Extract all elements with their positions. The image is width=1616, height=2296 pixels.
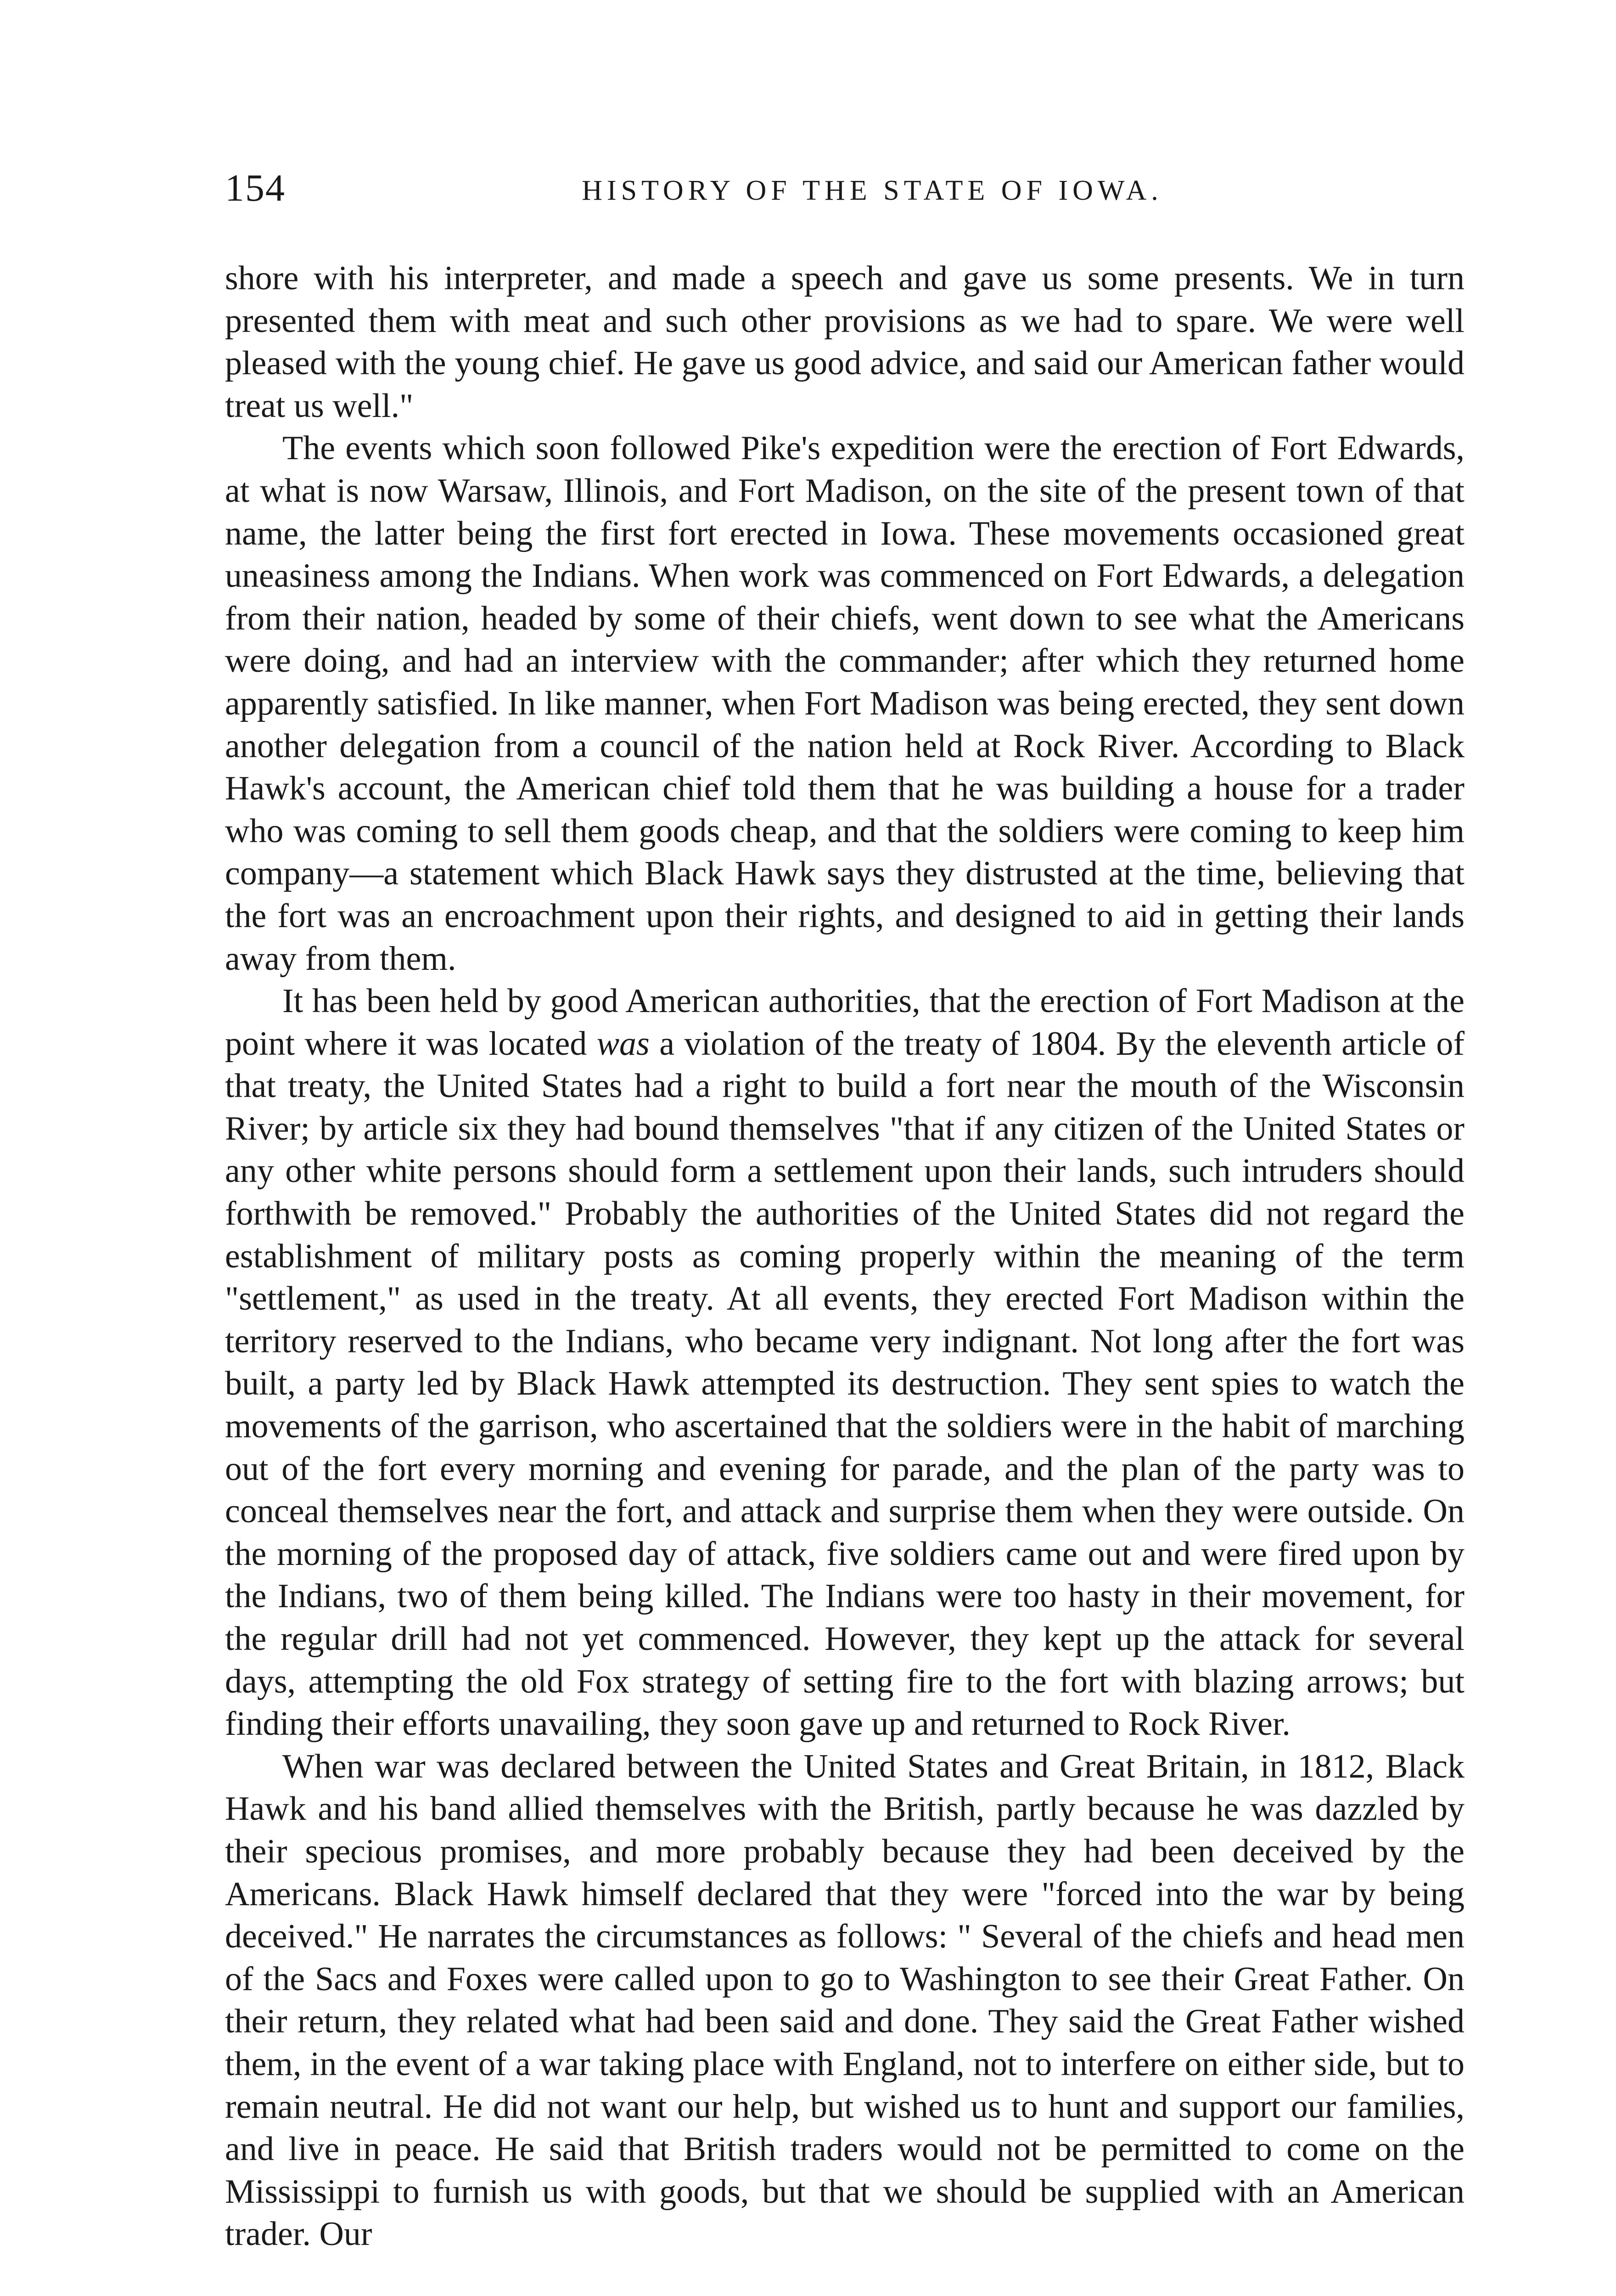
paragraph-fort-edwards: The events which soon followed Pike's expedition were the erection of Fort Edwards, at what is now Warsaw, Illinois, and Fort Madison, on the site of the present town of that name, the latter being the first fort erected in Iowa. These movements occasioned great uneasiness among the Indians. When work was commenced on Fort Edwards, a delegation from their nation, headed by some of their chiefs, went down to see what the Americans were doing, and had an interview with the commander; after which they returned home apparently satisfied. In like manner, when Fort Madison was being erected, they sent down another delegation from a council of the nation held at Rock River. According to Black Hawk's account, the American chief told them that he was building a house for a trader who was coming to sell them goods cheap, and that the soldiers were coming to keep him company—a statement which Black Hawk says they distrusted at the time, believing that the fort was an encroachment upon their rights, and designed to aid in getting their lands away from them.	[225, 429, 1464, 978]
body-text	[225, 257, 1464, 2256]
paragraph-text-segment: It has been held by good American authorities, that the erection of Fort Madison at the point where it was located	[225, 982, 1464, 1063]
page-header	[225, 163, 1464, 214]
paragraph-war-1812: When war was declared between the United States and Great Britain, in 1812, Black Hawk and his band allied themselves with the British, partly because he was dazzled by their specious promises, and more probably because they had been deceived by the Americans. Black Hawk himself declared that they were "forced into the war by being deceived." He narrates the circumstances as follows: " Several of the chiefs and head men of the Sacs and Foxes were called upon to go to Washington to see their Great Father. On their return, they related what had been said and done. They said the Great Father wished them, in the event of a war taking place with England, not to interfere on either side, but to remain neutral. He did not want our help, but wished us to hunt and support our families, and live in peace. He said that British traders would not be permitted to come on the Mississippi to furnish us with goods, but that we should be supplied with an American trader. Our	[225, 1747, 1464, 2253]
page-number: 154	[225, 167, 286, 209]
paragraph-treaty-violation	[225, 980, 1464, 1745]
emphasized-word: was	[596, 1024, 650, 1063]
paragraph-text-segment: a violation of the treaty of 1804. By the eleventh article of that treaty, the United States had a right to build a fort near the mouth of the Wisconsin River; by article six they had bound themselves "that if any citizen of the United States or any other white persons should form a settlement upon their lands, such intruders should forthwith be removed." Probably the authorities of the United States did not regard the establishment of military posts as coming properly within the meaning of the term "settlement," as used in the treaty. At all events, they erected Fort Madison within the territory reserved to the Indians, who became very indignant. Not long after the fort was built, a party led by Black Hawk attempted its destruction. They sent spies to watch the movements of the garrison, who ascertained that the soldiers were in the habit of marching out of the fort every morning and evening for parade, and the plan of the party was to conceal themselves near the fort, and attack and surprise them when they were outside. On the morning of the proposed day of attack, five soldiers came out and were fired upon by the Indians, two of them being killed. The Indians were too hasty in their movement, for the regular drill had not yet commenced. However, they kept up the attack for several days, attempting the old Fox strategy of setting fire to the fort with blazing arrows; but finding their efforts unavailing, they soon gave up and returned to Rock River.	[225, 1024, 1465, 1743]
running-title: HISTORY OF THE STATE OF IOWA.	[582, 175, 1163, 206]
paragraph-continuation: shore with his interpreter, and made a speech and gave us some presents. We in turn presented them with meat and such other provisions as we had to spare. We were well pleased with the young chief. He gave us good advice, and said our American father would treat us well."	[225, 259, 1464, 425]
